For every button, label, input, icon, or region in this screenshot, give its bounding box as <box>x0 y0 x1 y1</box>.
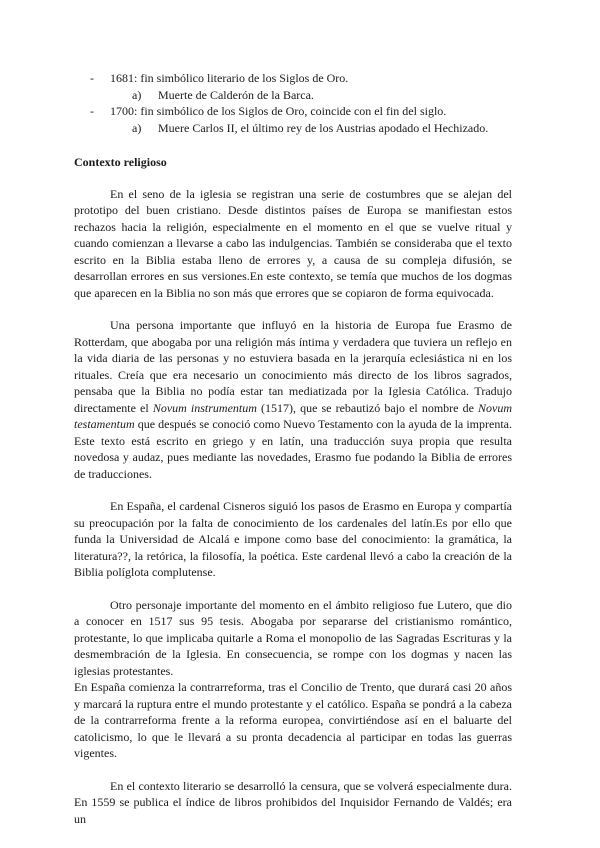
list-item-text: 1700: fin simbólico de los Siglos de Oro, coincide con el fin del siglo. <box>110 104 447 118</box>
paragraph-censorship: En el contexto literario se desarrolló la censura, que se volverá especialmente dura. En 1559 se publica el índice de libros prohibidos del Inquisidor Fernando de Valdés; era un <box>74 778 512 826</box>
italic-title-novum-testamentum: Novum testamentum <box>74 400 512 431</box>
sub-list-marker: a) <box>132 87 142 102</box>
list-item <box>74 103 512 120</box>
sub-list-item <box>74 120 512 137</box>
paragraph-counter-reformation: En España comienza la contrarreforma, tras el Concilio de Trento, que durará casi 20 años y marcará la ruptura entre el mundo protestante y el católico. España se pondrá a la cabeza de la contrarreforma frente a la reforma europea, convirtiéndose así en el baluarte del catolicismo, lo que le llevará a su pronta decadencia al participar en todas las guerras vigentes. <box>74 680 512 760</box>
sub-list-item-text: Muere Carlos II, el último rey de los Austrias apodado el Hechizado. <box>158 120 489 135</box>
paragraph-luther: Otro personaje importante del momento en el ámbito religioso fue Lutero, que dio a conocer en 1517 sus 95 tesis. Abogaba por separarse del cristianismo romántico, protestante, lo que implicaba quitarle a Roma el monopolio de las Sagradas Escrituras y la desmembración de la Iglesia. En consecuencia, se rompe con los dogmas y nacen las iglesias protestantes. <box>74 597 512 678</box>
paragraph-text: (1517), que se rebautizó bajo el nombre de <box>256 400 478 415</box>
paragraph-erasmus <box>74 317 512 482</box>
sub-list-item-text: Muerte de Calderón de la Barca. <box>158 87 314 102</box>
list-item <box>74 70 512 87</box>
paragraph-text: Una persona importante que influyó en la historia de Europa fue Erasmo de Rotterdam, que abogaba por una religión más íntima y verdadera que tuviera un reflejo en la vida diaria de las personas y no estuviera basada en la jerarquía eclesiástica ni en los rituales. Creía que era necesario un conocimiento más directo de los libros sagrados, pensaba que la Biblia no podía estar tan mediatizada por la Iglesia Católica. Tradujo directamente el <box>74 318 512 415</box>
list-item-text: 1681: fin simbólico literario de los Siglos de Oro. <box>110 71 349 85</box>
paragraph-text: que después se conoció como Nuevo Testamento con la ayuda de la imprenta. Este texto está escrito en griego y en latín, una traducción suya propia que resulta novedosa y audaz, pues mediante las novedades, Erasmo fue podando la Biblia de errores de traducciones. <box>74 417 512 481</box>
list-marker: - <box>90 71 94 85</box>
paragraph-cisneros: En España, el cardenal Cisneros siguió los pasos de Erasmo en Europa y compartía su preocupación por la falta de conocimiento de los cardenales del latín.Es por ello que funda la Universidad de Alcalá e impone como base del conocimiento: la gramática, la literatura??, la retórica, la filosofía, la poética. Este cardenal llevó a cabo la creación de la Biblia políglota complutense. <box>74 499 512 579</box>
sub-list-item <box>74 87 512 104</box>
italic-title-novum-instrumentum: Novum instrumentum <box>152 400 257 415</box>
chronology-list <box>74 70 512 136</box>
paragraph-church-customs: En el seno de la iglesia se registran una serie de costumbres que se alejan del prototipo del buen cristiano. Desde distintos países de Europa se manifiestan estos rechazos hacia la religión, especialmente en el momento en el que se vuelve ritual y cuando comienzan a llevarse a cabo las indulgencias. También se consideraba que el texto escrito en la Biblia estaba lleno de errores y, a causa de su compleja difusión, se desarrollan errores en sus versiones.En este contexto, se temía que muchos de los dogmas que aparecen en la Biblia no son más que errores que se copiaron de forma equivocada. <box>74 186 512 300</box>
sub-list-marker: a) <box>132 120 142 135</box>
section-heading: Contexto religioso <box>74 155 167 169</box>
list-marker: - <box>90 104 94 118</box>
